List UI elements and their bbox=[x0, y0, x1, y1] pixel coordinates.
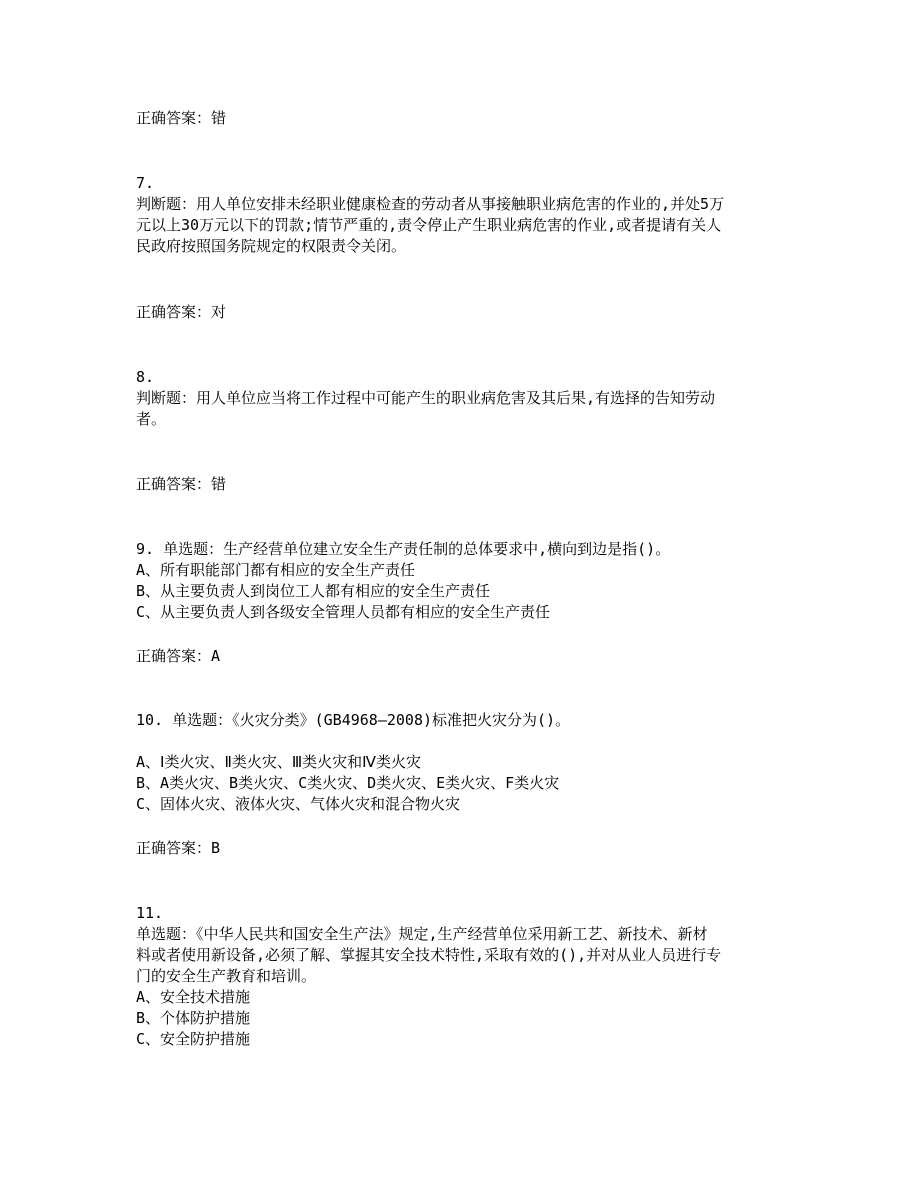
q11-option-b: B、个体防护措施 bbox=[136, 1009, 251, 1027]
q9-stem: 9. 单选题：生产经营单位建立安全生产责任制的总体要求中,横向到边是指()。 bbox=[136, 540, 671, 558]
q7-text-line1: 判断题：用人单位安排未经职业健康检查的劳动者从事接触职业病危害的作业的,并处5万 bbox=[136, 195, 725, 213]
q7-answer: 正确答案：对 bbox=[136, 303, 227, 321]
q8-text-line2: 者。 bbox=[136, 410, 167, 428]
q10-option-b: B、A类火灾、B类火灾、C类火灾、D类火灾、E类火灾、F类火灾 bbox=[136, 774, 560, 792]
q11-text-line2: 料或者使用新设备,必须了解、掌握其安全技术特性,采取有效的(),并对从业人员进行专 bbox=[136, 946, 722, 964]
q8-number: 8. bbox=[136, 368, 155, 386]
q11-text-line3: 门的安全生产教育和培训。 bbox=[136, 967, 317, 985]
q7-text-line3: 民政府按照国务院规定的权限责令关闭。 bbox=[136, 237, 407, 255]
q10-stem: 10. 单选题：《火灾分类》(GB4968—2008)标准把火灾分为()。 bbox=[136, 711, 571, 729]
q8-text-line1: 判断题：用人单位应当将工作过程中可能产生的职业病危害及其后果,有选择的告知劳动 bbox=[136, 389, 716, 407]
q8-answer: 正确答案：错 bbox=[136, 475, 227, 493]
q7-text-line2: 元以上30万元以下的罚款;情节严重的,责令停止产生职业病危害的作业,或者提请有关人 bbox=[136, 216, 722, 234]
q9-answer: 正确答案：A bbox=[136, 647, 221, 665]
q11-number: 11. bbox=[136, 904, 164, 922]
q11-text-line1: 单选题：《中华人民共和国安全生产法》规定,生产经营单位采用新工艺、新技术、新材 bbox=[136, 925, 708, 943]
q9-option-a: A、所有职能部门都有相应的安全生产责任 bbox=[136, 561, 416, 579]
q11-option-a: A、安全技术措施 bbox=[136, 988, 251, 1006]
q7-number: 7. bbox=[136, 174, 155, 192]
q9-option-b: B、从主要负责人到岗位工人都有相应的安全生产责任 bbox=[136, 582, 491, 600]
q11-option-c: C、安全防护措施 bbox=[136, 1030, 251, 1048]
q10-option-a: A、Ⅰ类火灾、Ⅱ类火灾、Ⅲ类火灾和Ⅳ类火灾 bbox=[136, 753, 422, 771]
q10-answer: 正确答案：B bbox=[136, 839, 221, 857]
q6-answer: 正确答案：错 bbox=[136, 109, 227, 127]
q9-option-c: C、从主要负责人到各级安全管理人员都有相应的安全生产责任 bbox=[136, 603, 551, 621]
q10-option-c: C、固体火灾、液体火灾、气体火灾和混合物火灾 bbox=[136, 795, 461, 813]
